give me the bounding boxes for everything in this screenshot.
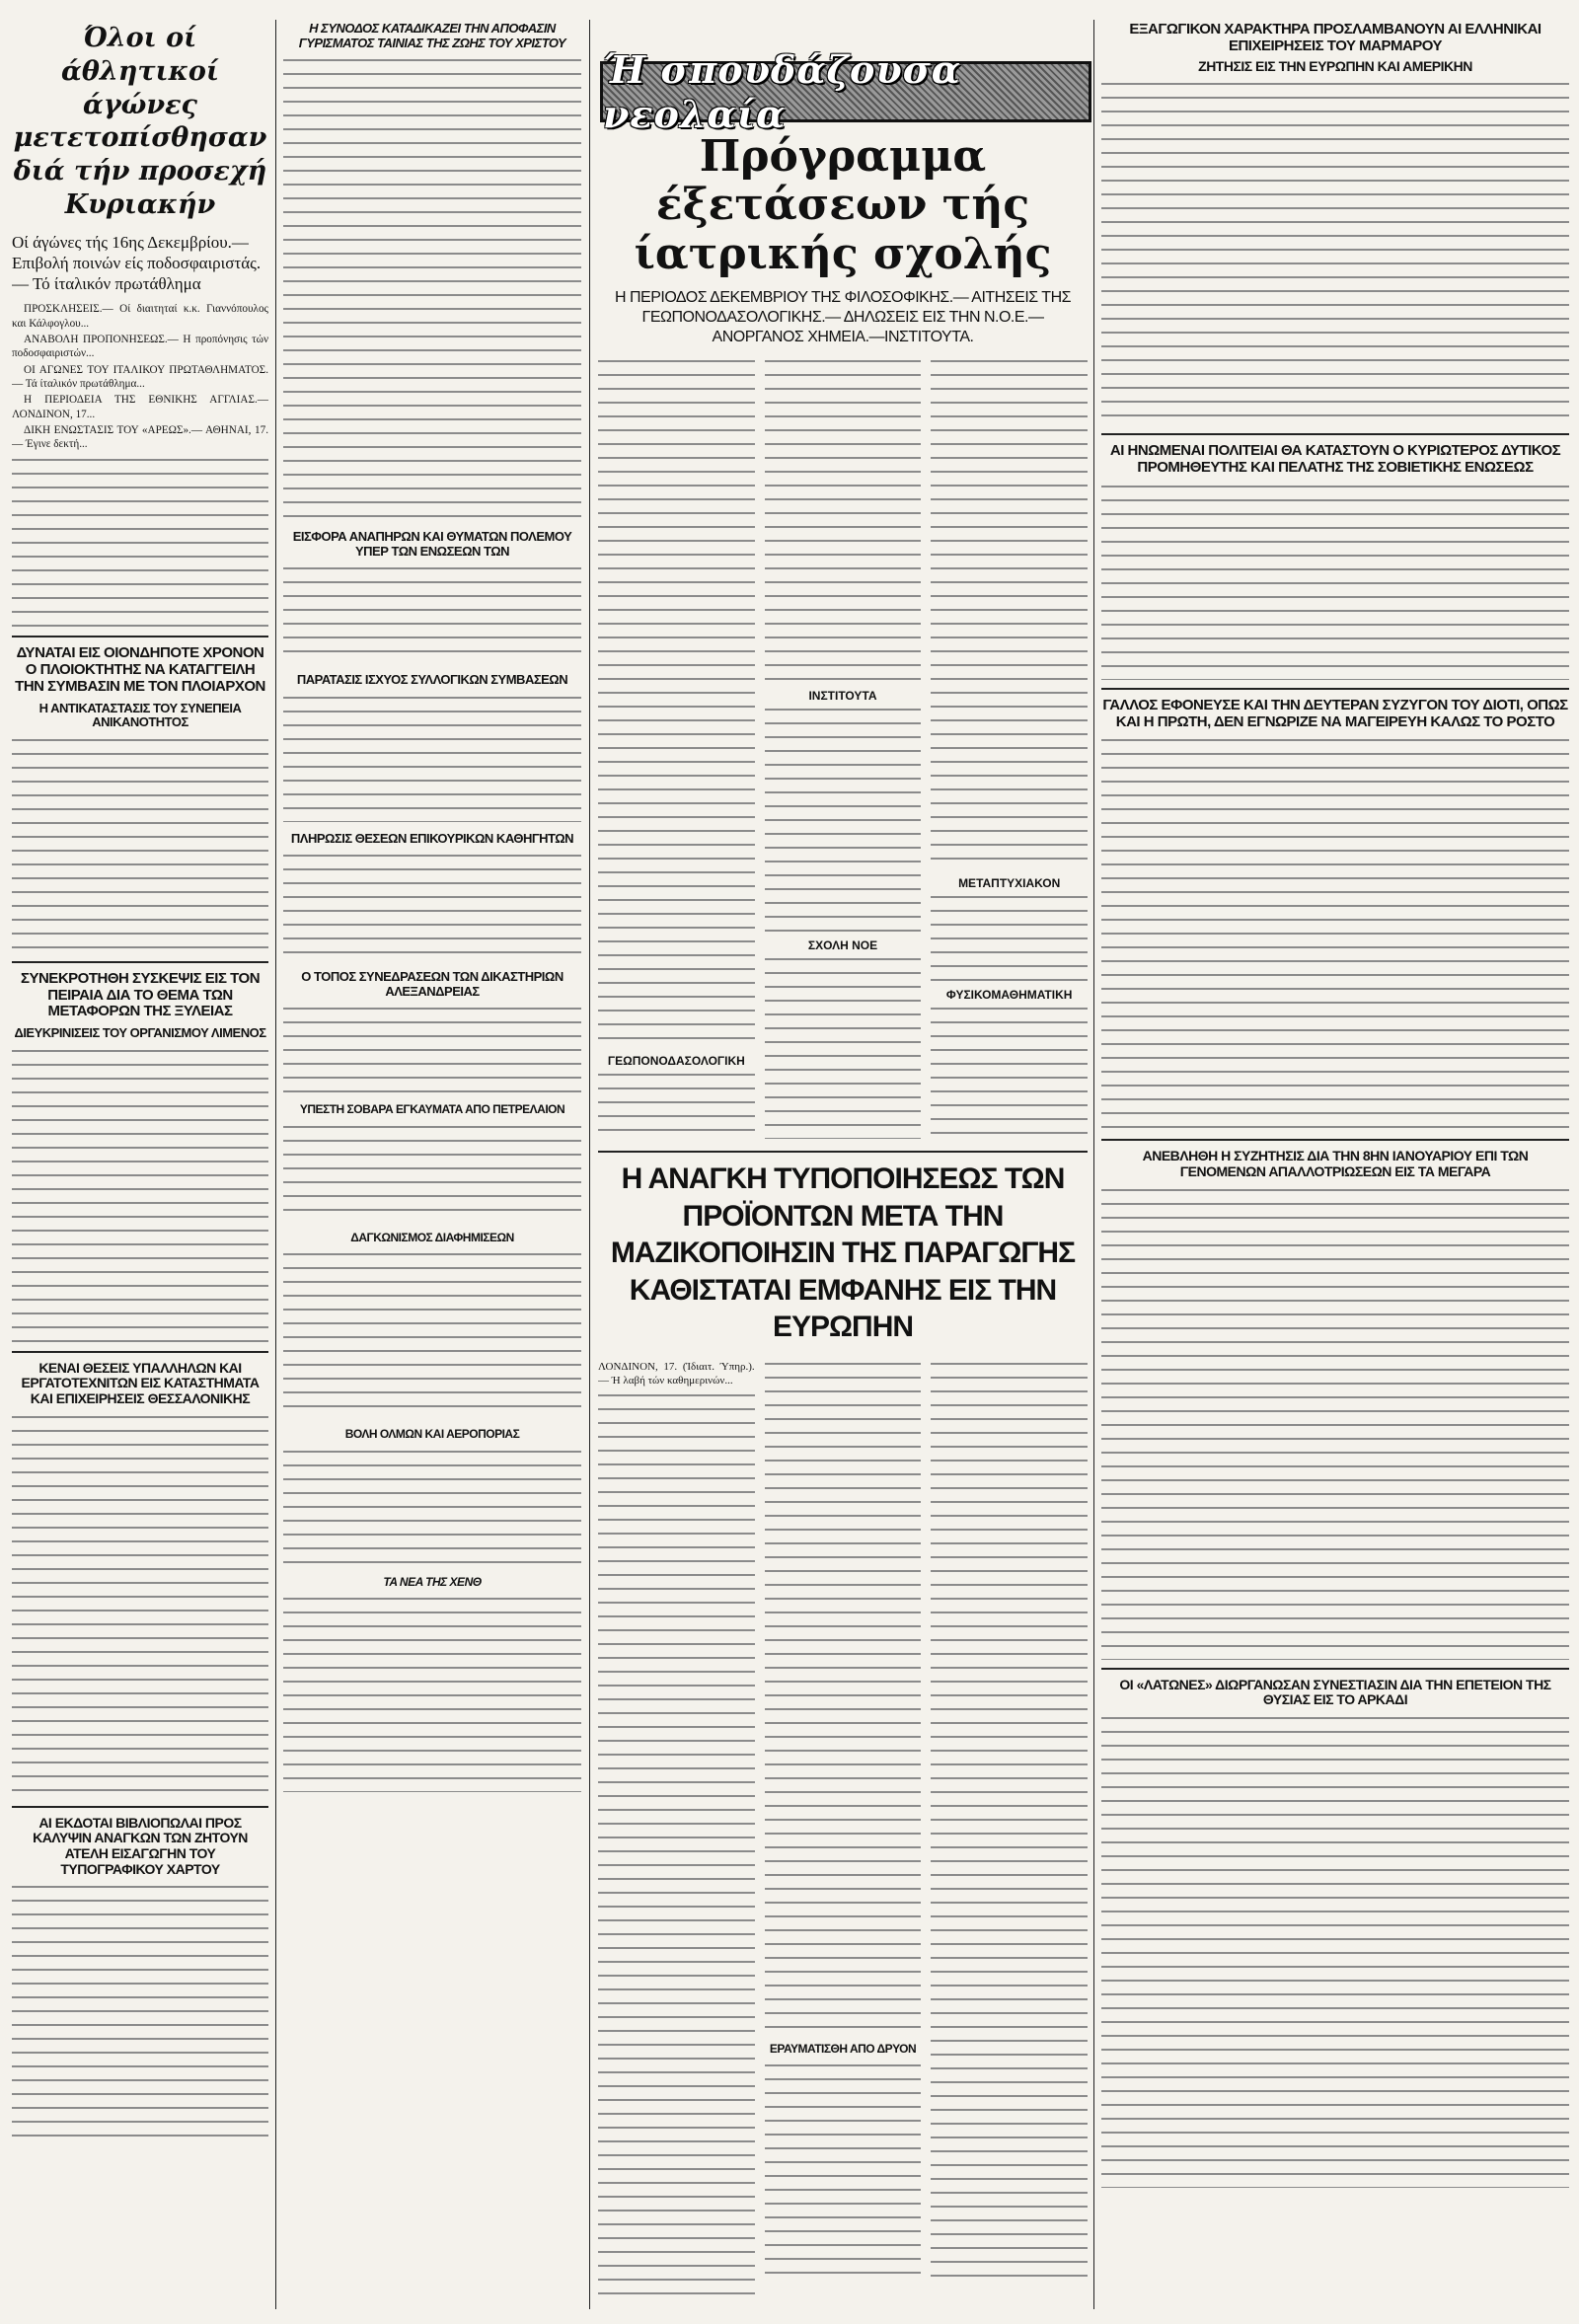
- subhead-shipowner: Η ΑΝΤΙΚΑΤΑΣΤΑΣΙΣ ΤΟΥ ΣΥΝΕΠΕΙΑ ΑΝΙΚΑΝΟΤΗΤΟΣ: [38, 700, 242, 730]
- column-rule: [589, 20, 590, 2309]
- headline-megara-hearing: ΑΝΕΒΛΗΘΗ Η ΣΥΖΗΤΗΣΙΣ ΔΙΑ ΤΗΝ 8ΗΝ ΙΑΝΟΥΑΡΙΟΥ ΕΠΙ ΤΩΝ ΓΕΝΟΜΕΝΩΝ ΑΠΑΛΛΟΤΡΙΩΣΕΩΝ ΕΙΣ ΤΑ ΜΕΓΑΡΑ: [1142, 1148, 1529, 1180]
- text-block-institutes: [765, 706, 922, 933]
- section-2: ΑΝΑΒΟΛΗ ΠΡΟΠΟΝΗΣΕΩΣ.— Η προπόνησις τών ποδοσφαιριστών...: [12, 333, 268, 360]
- text-block-frenchman: [1101, 736, 1569, 1131]
- subhead-postgraduate: ΜΕΤΑΠΤΥΧΙΑΚΟΝ: [958, 875, 1061, 890]
- text-filler: [12, 456, 268, 629]
- headline-publishers-paper: ΑΙ ΕΚΔΟΤΑΙ ΒΙΒΛΙΟΠΩΛΑΙ ΠΡΟΣ ΚΑΛΥΨΙΝ ΑΝΑΓΚΩΝ ΤΩΝ ΖΗΤΟΥΝ ΑΤΕΛΗ ΕΙΣΑΓΩΓΗΝ ΤΟΥ ΤΥΠΟΓΡΑΦΙΚΟΥ ΧΑΡΤΟΥ: [33, 1814, 248, 1877]
- headline-collective-agreements: ΠΑΡΑΤΑΣΙΣ ΙΣΧΥΟΣ ΣΥΛΛΟΓΙΚΩΝ ΣΥΜΒΑΣΕΩΝ: [296, 672, 568, 688]
- text-block-burns: [283, 1123, 581, 1222]
- article-athletic-body: [12, 302, 268, 628]
- article-divider: [12, 636, 268, 637]
- medical-col-1: [598, 357, 755, 1139]
- subhead-geoponics: ΓΕΩΠΟΝΟΔΑΣΟΛΟΓΙΚΗ: [607, 1053, 745, 1068]
- text-block-postgraduate: [931, 893, 1088, 982]
- standardization-columns: [598, 1360, 1088, 2299]
- column-rule: [1093, 20, 1094, 2309]
- standardization-col-2: [765, 1360, 922, 2299]
- deck-medical-exams: Η ΠΕΡΙΟΔΟΣ ΔΕΚΕΜΒΡΙΟΥ ΤΗΣ ΦΙΛΟΣΟΦΙΚΗΣ.— ΑΙΤΗΣΕΙΣ ΤΗΣ ΓΕΩΠΟΝΟΔΑΣΟΛΟΓΙΚΗΣ.— ΔΗΛΩΣΕΙΣ ΕΙΣ ΤΗΝ Ν.Ο.Ε.—ΑΝΟΡΓΑΝΟΣ ΧΗΜΕΙΑ.—ΙΝΣΤΙΤΟΥΤΑ.: [614, 288, 1072, 345]
- subhead-noe: ΣΧΟΛΗ ΝΟΕ: [807, 937, 878, 952]
- text-block-ads: [283, 1250, 581, 1418]
- medical-col-3: [931, 357, 1088, 1139]
- text-block-std-3: [931, 1360, 1088, 2287]
- headline-us-soviet-trade: ΑΙ ΗΝΩΜΕΝΑΙ ΠΟΛΙΤΕΙΑΙ ΘΑ ΚΑΤΑΣΤΟΥΝ Ο ΚΥΡΙΩΤΕΡΟΣ ΔΥΤΙΚΟΣ ΠΡΟΜΗΘΕΥΤΗΣ ΚΑΙ ΠΕΛΑΤΗΣ ΤΗΣ ΣΟΒΙΕΤΙΚΗΣ ΕΝΩΣΕΩΣ: [1109, 442, 1561, 477]
- banner-title: Ή σπουδάζουσα νεολαία: [603, 47, 961, 136]
- standardization-intro: ΛΟΝΔΙΝΟΝ, 17. (Ίδιαιτ. Ύπηρ.).— Ή λαβή τών καθημερινών...: [598, 1360, 755, 1387]
- text-block-xenth: [283, 1595, 581, 1792]
- article-divider: [12, 1351, 268, 1353]
- text-block-synod: [283, 56, 581, 520]
- text-block-medical-1: [598, 357, 755, 1048]
- headline-piraeus-meeting: ΣΥΝΕΚΡΟΤΗΘΗ ΣΥΣΚΕΨΙΣ ΕΙΣ ΤΟΝ ΠΕΙΡΑΙΑ ΔΙΑ ΤΟ ΘΕΜΑ ΤΩΝ ΜΕΤΑΦΟΡΩΝ ΤΗΣ ΞΥΛΕΙΑΣ: [20, 969, 261, 1020]
- text-block-arkadi: [1101, 1714, 1569, 2188]
- text-block-megara: [1101, 1186, 1569, 1660]
- section-1: ΠΡΟΣΚΛΗΣΕΙΣ.— Οί διαιτηταί κ.κ. Γιαννόπουλος και Κάλφογλου...: [12, 303, 268, 330]
- article-divider: [1101, 1668, 1569, 1670]
- text-block-std-2: [765, 1360, 922, 2031]
- article-divider: [1101, 688, 1569, 690]
- article-divider: [12, 1806, 268, 1808]
- headline-job-vacancies: ΚΕΝΑΙ ΘΕΣΕΙΣ ΥΠΑΛΛΗΛΩΝ ΚΑΙ ΕΡΓΑΤΟΤΕΧΝΙΤΩΝ ΕΙΣ ΚΑΤΑΣΤΗΜΑΤΑ ΚΑΙ ΕΠΙΧΕΙΡΗΣΕΙΣ ΘΕΣΣΑΛΟΝΙΚΗΣ: [21, 1359, 260, 1407]
- subhead-port-organisation: ΔΙΕΥΚΡΙΝΙΣΕΙΣ ΤΟΥ ΟΡΓΑΝΙΣΜΟΥ ΛΙΜΕΝΟΣ: [14, 1025, 266, 1041]
- column-rule: [275, 20, 276, 2309]
- text-block-medical-2: [765, 357, 922, 683]
- section-3: ΟΙ ΑΓΩΝΕΣ ΤΟΥ ΙΤΑΛΙΚΟΥ ΠΡΩΤΑΘΛΗΜΑΤΟΣ.— Τά ίταλικόν πρωτάθλημα...: [12, 363, 268, 390]
- text-block-vacancies: [12, 1413, 268, 1798]
- text-block-war-disabled: [283, 564, 581, 663]
- article-divider: [1101, 433, 1569, 435]
- section-5: ΔΙΚΗ ΕΝΩΣΤΑΣΙΣ ΤΟΥ «ΑΡΕΩΣ».— ΑΘΗΝΑΙ, 17.— Έγινε δεκτή...: [12, 423, 268, 451]
- text-block-us-soviet: [1101, 483, 1569, 680]
- headline-mortars-aviation: ΒΟΛΗ ΟΛΜΩΝ ΚΑΙ ΑΕΡΟΠΟΡΙΑΣ: [344, 1427, 520, 1442]
- text-block-publishers: [12, 1883, 268, 2139]
- text-block-piraeus: [12, 1047, 268, 1343]
- headline-athletic-games: Όλοι οί άθλητικοί άγώνες μετετοπίσθησαν διά τήν προσεχή Κυριακήν: [13, 23, 267, 220]
- medical-col-2: [765, 357, 922, 1139]
- text-block-marble: [1101, 80, 1569, 425]
- medical-columns: [598, 357, 1088, 1139]
- subhead-marble-demand: ΖΗΤΗΣΙΣ ΕΙΣ ΤΗΝ ΕΥΡΩΠΗΝ ΚΑΙ ΑΜΕΡΙΚΗΝ: [1198, 57, 1472, 74]
- text-block-alexandria: [283, 1005, 581, 1093]
- text-block-shipowner: [12, 736, 268, 953]
- headline-marble-exports: ΕΞΑΓΩΓΙΚΟΝ ΧΑΡΑΚΤΗΡΑ ΠΡΟΣΛΑΜΒΑΝΟΥΝ ΑΙ ΕΛΛΗΝΙΚΑΙ ΕΠΙΧΕΙΡΗΣΕΙΣ ΤΟΥ ΜΑΡΜΑΡΟΥ: [1129, 22, 1541, 54]
- column-2: [283, 22, 581, 2311]
- text-block-medical-3: [931, 357, 1088, 870]
- headline-ads-contest: ΔΑΓΚΩΝΙΣΜΟΣ ΔΙΑΦΗΜΙΣΕΩΝ: [350, 1230, 514, 1244]
- headline-war-disabled: ΕΙΣΦΟΡΑ ΑΝΑΠΗΡΩΝ ΚΑΙ ΘΥΜΑΤΩΝ ΠΟΛΕΜΟΥ ΥΠΕΡ ΤΩΝ ΕΝΩΣΕΩΝ ΤΩΝ: [292, 529, 572, 559]
- text-block-std-1: [598, 1391, 755, 2299]
- section-4: Η ΠΕΡΙΟΔΕΙΑ ΤΗΣ ΕΘΝΙΚΗΣ ΑΓΓΛΙΑΣ.— ΛΟΝΔΙΝΟΝ, 17...: [12, 394, 268, 420]
- headline-teachers: ΠΛΗΡΩΣΙΣ ΘΕΣΕΩΝ ΕΠΙΚΟΥΡΙΚΩΝ ΚΑΘΗΓΗΤΩΝ: [290, 830, 574, 846]
- section-banner: [600, 47, 1091, 136]
- deck-athletic-games: Οί άγώνες τής 16ης Δεκεμβρίου.— Επιβολή ποινών είς ποδοσφαιριστάς.— Τό ίταλικόν πρωτάθλημα: [12, 232, 262, 293]
- headline-xenth-news: ΤΑ ΝΕΑ ΤΗΣ ΧΕΝΘ: [383, 1574, 482, 1589]
- headline-burns: ΥΠΕΣΤΗ ΣΟΒΑΡΑ ΕΓΚΑΥΜΑΤΑ ΑΠΟ ΠΕΤΡΕΛΑΙΟΝ: [299, 1102, 565, 1117]
- headline-arkadi-dinner: ΟΙ «ΛΑΤΩΝΕΣ» ΔΙΩΡΓΑΝΩΣΑΝ ΣΥΝΕΣΤΙΑΣΙΝ ΔΙΑ ΤΗΝ ΕΠΕΤΕΙΟΝ ΤΗΣ ΘΥΣΙΑΣ ΕΙΣ ΤΟ ΑΡΚΑΔΙ: [1119, 1676, 1551, 1708]
- standardization-col-1: [598, 1360, 755, 2299]
- center-article-medical: [598, 132, 1088, 1139]
- article-divider: [598, 1151, 1088, 1153]
- text-block-injured: [765, 2062, 922, 2279]
- subhead-physics-math: ΦΥΣΙΚΟΜΑΘΗΜΑΤΙΚΗ: [945, 987, 1073, 1002]
- subhead-institutes: ΙΝΣΤΙΤΟΥΤΑ: [808, 688, 877, 703]
- standardization-col-3: [931, 1360, 1088, 2299]
- headline-synod-film: Η ΣΥΝΟΔΟΣ ΚΑΤΑΔΙΚΑΖΕΙ ΤΗΝ ΑΠΟΦΑΣΙΝ ΓΥΡΙΣΜΑΤΟΣ ΤΑΙΝΙΑΣ ΤΗΣ ΖΩΗΣ ΤΟΥ ΧΡΙΣΤΟΥ: [298, 22, 566, 50]
- column-4: [1101, 22, 1569, 2311]
- text-block-mortars: [283, 1448, 581, 1566]
- headline-shipowner: ΔΥΝΑΤΑΙ ΕΙΣ ΟΙΟΝΔΗΠΟΤΕ ΧΡΟΝΟΝ Ο ΠΛΟΙΟΚΤΗΤΗΣ ΝΑ ΚΑΤΑΓΓΕΙΛΗ ΤΗΝ ΣΥΜΒΑΣΙΝ ΜΕ ΤΟΝ ΠΛΟΙΑΡΧΟΝ: [15, 644, 265, 695]
- text-block-physics: [931, 1005, 1088, 1139]
- article-divider: [12, 961, 268, 963]
- headline-injured-tree: ΕΡΑΥΜΑΤΙΣΘΗ ΑΠΟ ΔΡΥΟΝ: [769, 2041, 917, 2056]
- text-block-geoponics: [598, 1071, 755, 1139]
- headline-standardization: Η ΑΝΑΓΚΗ ΤΥΠΟΠΟΙΗΣΕΩΣ ΤΩΝ ΠΡΟΪΟΝΤΩΝ ΜΕΤΑ ΤΗΝ ΜΑΖΙΚΟΠΟΙΗΣΙΝ ΤΗΣ ΠΑΡΑΓΩΓΗΣ ΚΑΘΙΣΤΑΤΑΙ ΕΜΦΑΝΗΣ ΕΙΣ ΤΗΝ ΕΥΡΩΠΗΝ: [610, 1162, 1076, 1343]
- center-article-standardization: [598, 1161, 1088, 2310]
- headline-medical-exams: Πρόγραμμα έξετάσεων τής ίατρικής σχολής: [634, 132, 1052, 279]
- column-1: [12, 22, 268, 2311]
- text-block-agreements: [283, 694, 581, 822]
- headline-frenchman-roast: ΓΑΛΛΟΣ ΕΦΟΝΕΥΣΕ ΚΑΙ ΤΗΝ ΔΕΥΤΕΡΑΝ ΣΥΖΥΓΟΝ ΤΟΥ ΔΙΟΤΙ, ΟΠΩΣ ΚΑΙ Η ΠΡΩΤΗ, ΔΕΝ ΕΓΝΩΡΙΖΕ ΝΑ ΜΑΓΕΙΡΕΥΗ ΚΑΛΩΣ ΤΟ ΡΟΣΤΟ: [1102, 696, 1568, 730]
- article-divider: [1101, 1139, 1569, 1141]
- text-block-noe: [765, 955, 922, 1139]
- text-block-teachers: [283, 852, 581, 960]
- headline-alexandria-courts: Ο ΤΟΠΟΣ ΣΥΝΕΔΡΑΣΕΩΝ ΤΩΝ ΔΙΚΑΣΤΗΡΙΩΝ ΑΛΕΞΑΝΔΡΕΙΑΣ: [301, 969, 564, 999]
